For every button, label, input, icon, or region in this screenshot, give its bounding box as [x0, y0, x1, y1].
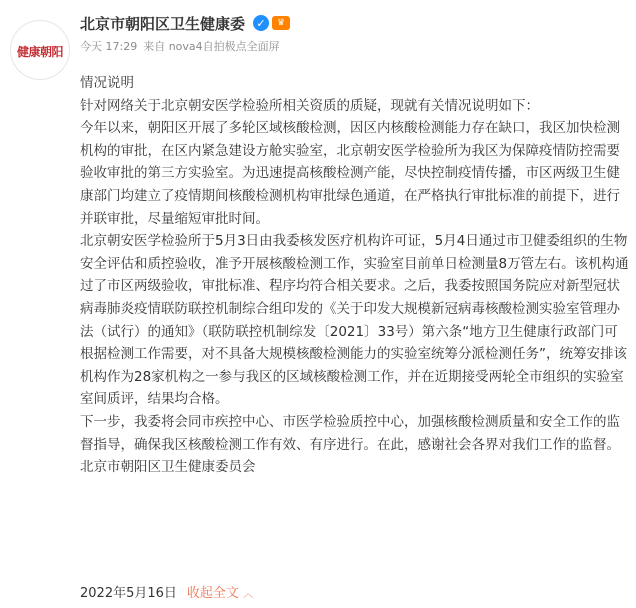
post-meta [80, 38, 626, 54]
post-header [80, 10, 626, 54]
verified-icon: ✓ [253, 15, 269, 31]
member-badge-icon[interactable]: ♛ [272, 16, 290, 30]
post-time[interactable]: 今天 17:29 [80, 40, 138, 53]
post-paragraph-intro: 针对网络关于北京朝安医学检验所相关资质的质疑，现就有关情况说明如下： [80, 97, 539, 114]
post-source: 来自 nova4自拍极点全面屏 [143, 40, 280, 53]
post-paragraph: 下一步，我委将会同市疾控中心、市医学检验质控中心，加强核酸检测质量和安全工作的监督指导，确保我区核酸检测工作有效、有序进行。在此，感谢社会各界对我们工作的监督。 [80, 413, 620, 453]
name-row [80, 10, 626, 36]
post-content [80, 72, 630, 479]
collapse-label: 收起全文 [186, 586, 239, 601]
post-paragraph: 北京朝安医学检验所于5月3日由我委核发医疗机构许可证，5月4日通过市卫健委组织的生物安全评估和质控验收，准予开展核酸检测工作，实验室目前单日检测量8万管左右。该机构通过了市区两级验收，审批标准、程序均符合相关要求。之后，我委按照国务院应对新型冠状病毒肺炎疫情联防联控机制综合组印发的《关于印发大规模新冠病毒核酸检测实验室管理办法（试行）的通知》（联防联控机制综发〔2021〕33号）第六条“地方卫生健康行政部门可根据检测工作需要，对不具备大规模核酸检测能力的实验室统筹分派检测任务”，统筹安排该机构作为28家机构之一参与我区的区域核酸检测工作，并在近期接受两轮全市组织的实验室室间质评，结果均合格。 [80, 233, 629, 408]
post-signature: 北京市朝阳区卫生健康委员会 [80, 459, 256, 476]
avatar[interactable] [10, 20, 70, 80]
avatar-logo-text: 健康朝阳 [16, 44, 63, 59]
post-date: 2022年5月16日 [80, 586, 177, 601]
post-paragraph-title: 情况说明 [80, 75, 134, 91]
post-paragraph: 今年以来，朝阳区开展了多轮区域核酸检测，因区内核酸检测能力存在缺口，我区加快检测机构的审批，在区内紧急建设方舱实验室，北京朝安医学检验所为我区为保障疫情防控需要验收审批的第三方实验室。为迅速提高核酸检测产能，尽快控制疫情传播，市区两级卫生健康部门均建立了疫情期间核酸检测机构审批绿色通道，在严格执行审批标准的前提下，进行并联审批，尽量缩短审批时间。 [80, 120, 620, 227]
account-name[interactable]: 北京市朝阳区卫生健康委 [80, 14, 246, 33]
chevron-up-icon: ︿ [243, 589, 254, 600]
collapse-full-text-link[interactable] [187, 582, 255, 601]
post-footer [80, 582, 255, 601]
